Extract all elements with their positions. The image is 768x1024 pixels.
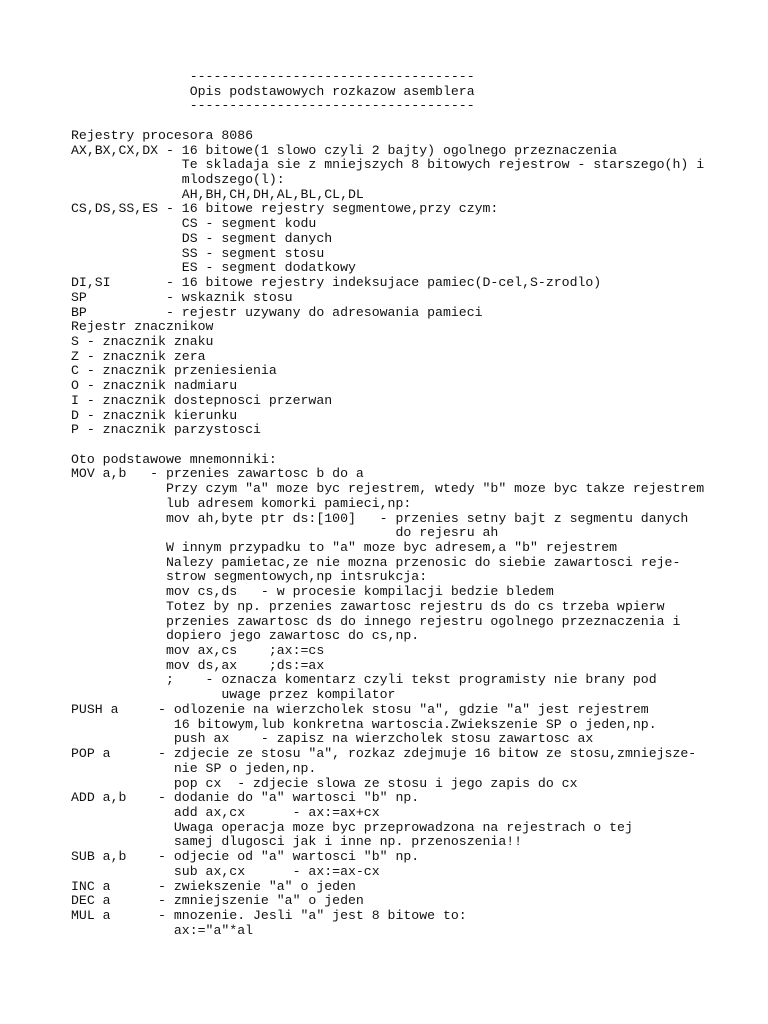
text-line: SUB a,b - odjecie od "a" wartosci "b" np.: [71, 849, 420, 865]
text-line: Nalezy pamietac,ze nie mozna przenosic do siebie zawartosci reje-: [71, 554, 681, 570]
section-heading-registers: Rejestry procesora 8086: [71, 127, 254, 143]
text-line: mov cs,ds - w procesie kompilacji bedzie bledem: [71, 584, 554, 600]
text-line: C - znacznik przeniesienia: [71, 363, 277, 379]
text-line: push ax - zapisz na wierzcholek stosu zawartosc ax: [71, 731, 594, 747]
text-line: lub adresem komorki pamieci,np:: [71, 495, 412, 511]
text-line: O - znacznik nadmiaru: [71, 378, 238, 394]
document-page: [71, 70, 761, 938]
text-line: do rejesru ah: [71, 525, 499, 541]
text-line: dopiero jego zawartosc do cs,np.: [71, 628, 420, 644]
text-line: MUL a - mnozenie. Jesli "a" jest 8 bitowe to:: [71, 907, 467, 923]
title-rule-bottom: ------------------------------------: [71, 98, 475, 114]
title-rule-top: ------------------------------------: [71, 69, 475, 84]
text-line: sub ax,cx - ax:=ax-cx: [71, 863, 380, 879]
text-line: Uwaga operacja moze byc przeprowadzona na rejestrach o tej: [71, 819, 633, 835]
text-line: mov ax,cs ;ax:=cs: [71, 643, 325, 659]
text-line: ADD a,b - dodanie do "a" wartosci "b" np.: [71, 790, 420, 806]
text-line: add ax,cx - ax:=ax+cx: [71, 804, 380, 820]
text-line: Totez by np. przenies zawartosc rejestru ds do cs trzeba wpierw: [71, 598, 665, 614]
text-line: D - znacznik kierunku: [71, 407, 238, 423]
text-line: I - znacznik dostepnosci przerwan: [71, 392, 333, 408]
section-heading-mnemonics: Oto podstawowe mnemonniki:: [71, 451, 277, 467]
document-title: Opis podstawowych rozkazow asemblera: [71, 83, 475, 99]
text-line: DS - segment danych: [71, 230, 333, 246]
text-line: PUSH a - odlozenie na wierzcholek stosu "a", gdzie "a" jest rejestrem: [71, 701, 649, 717]
text-line: SP - wskaznik stosu: [71, 289, 293, 305]
text-line: SS - segment stosu: [71, 245, 325, 261]
text-line: ES - segment dodatkowy: [71, 260, 356, 276]
blank-line: [71, 438, 761, 453]
blank-line: [71, 114, 761, 129]
text-line: AX,BX,CX,DX - 16 bitowe(1 slowo czyli 2 bajty) ogolnego przeznaczenia: [71, 142, 618, 158]
text-line: samej dlugosci jak i inne np. przenoszenia!!: [71, 834, 523, 850]
text-line: Przy czym "a" moze byc rejestrem, wtedy "b" moze byc takze rejestrem: [71, 481, 705, 497]
text-line: POP a - zdjecie ze stosu "a", rozkaz zdejmuje 16 bitow ze stosu,zmniejsze-: [71, 746, 697, 762]
text-line: mov ds,ax ;ds:=ax: [71, 657, 325, 673]
text-line: MOV a,b - przenies zawartosc b do a: [71, 466, 364, 482]
text-line: BP - rejestr uzywany do adresowania pamieci: [71, 304, 483, 320]
text-line: przenies zawartosc ds do innego rejestru ogolnego przeznaczenia i: [71, 613, 681, 629]
text-line: ; - oznacza komentarz czyli tekst programisty nie brany pod: [71, 672, 657, 688]
text-line: DI,SI - 16 bitowe rejestry indeksujace pamiec(D-cel,S-zrodlo): [71, 275, 602, 291]
text-line: Te skladaja sie z mniejszych 8 bitowych rejestrow - starszego(h) i: [71, 157, 705, 173]
text-line: AH,BH,CH,DH,AL,BL,CL,DL: [71, 186, 364, 202]
text-line: pop cx - zdjecie slowa ze stosu i jego zapis do cx: [71, 775, 578, 791]
text-line: mlodszego(l):: [71, 172, 285, 188]
text-line: ax:="a"*al: [71, 922, 254, 938]
text-line: nie SP o jeden,np.: [71, 760, 317, 776]
text-line: INC a - zwiekszenie "a" o jeden: [71, 878, 356, 894]
text-line: 16 bitowym,lub konkretna wartoscia.Zwiekszenie SP o jeden,np.: [71, 716, 657, 732]
text-line: DEC a - zmniejszenie "a" o jeden: [71, 893, 364, 909]
text-line: W innym przypadku to "a" moze byc adresem,a "b" rejestrem: [71, 540, 618, 555]
text-line: strow segmentowych,np intsrukcja:: [71, 569, 428, 585]
text-line: CS - segment kodu: [71, 216, 317, 232]
section-heading-flags: Rejestr znacznikow: [71, 319, 214, 335]
text-line: CS,DS,SS,ES - 16 bitowe rejestry segmentowe,przy czym:: [71, 201, 499, 217]
text-line: S - znacznik znaku: [71, 333, 214, 349]
text-line: mov ah,byte ptr ds:[100] - przenies setny bajt z segmentu danych: [71, 510, 689, 526]
text-line: Z - znacznik zera: [71, 348, 206, 364]
text-line: uwage przez kompilator: [71, 687, 396, 703]
text-line: P - znacznik parzystosci: [71, 422, 261, 438]
